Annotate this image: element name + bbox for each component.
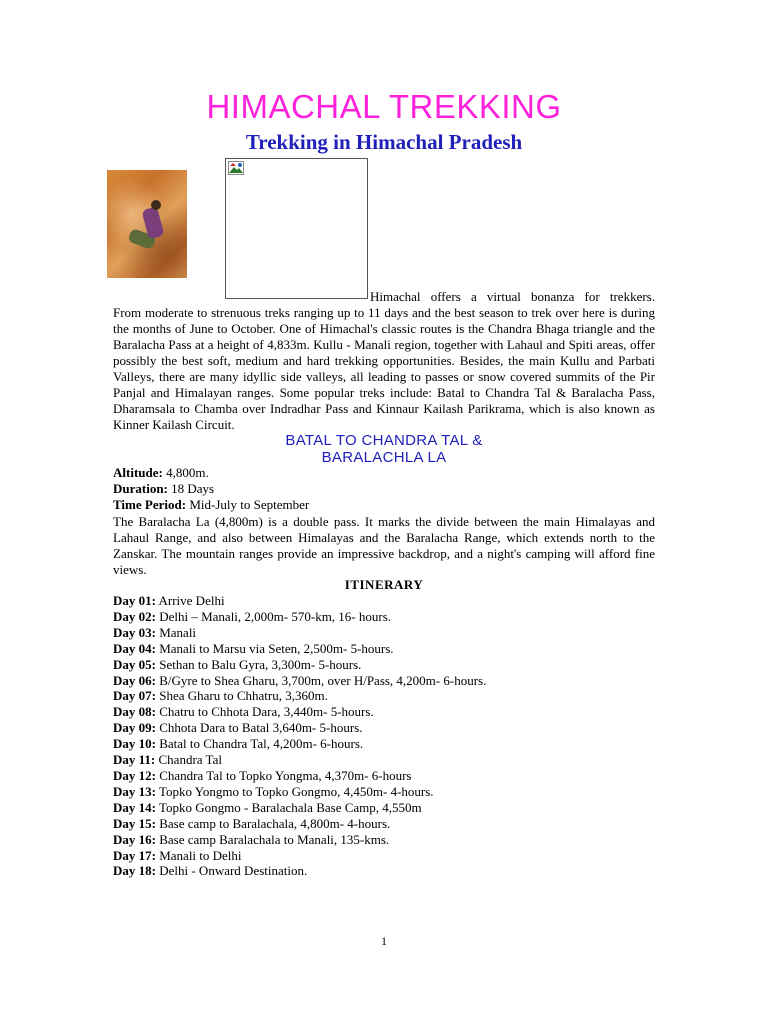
section-heading-line1: BATAL TO CHANDRA TAL & — [285, 432, 483, 449]
broken-image-placeholder — [225, 158, 368, 299]
broken-image-icon — [228, 161, 244, 175]
itinerary-item: Day 04: Manali to Marsu via Seten, 2,500m- 5-hours. — [113, 640, 394, 656]
itinerary-item: Day 09: Chhota Dara to Batal 3,640m- 5-hours. — [113, 720, 363, 736]
itinerary-item: Day 05: Sethan to Balu Gyra, 3,300m- 5-hours. — [113, 656, 362, 672]
itinerary-item: Day 02: Delhi – Manali, 2,000m- 570-km, 16- hours. — [113, 608, 392, 624]
trekker-photo — [107, 170, 187, 278]
itinerary-item: Day 17: Manali to Delhi — [113, 847, 242, 863]
itinerary-item: Day 10: Batal to Chandra Tal, 4,200m- 6-hours. — [113, 736, 364, 752]
itinerary-item: Day 12: Chandra Tal to Topko Yongma, 4,370m- 6-hours — [113, 767, 412, 783]
page-title: HIMACHAL TREKKING — [206, 88, 562, 125]
itinerary-item: Day 14: Topko Gongmo - Baralachala Base Camp, 4,550m — [113, 799, 422, 815]
trek-description: The Baralacha La (4,800m) is a double pass. It marks the divide between the main Himalayas and Lahaul Range, and also between Himalayas and the Baralacha Range, which extends north to the Zanskar. The mountain ranges provide an impressive backdrop, and a night's camping will afford fine views. — [113, 514, 655, 577]
fact-value: 18 Days — [167, 481, 215, 496]
itinerary-item: Day 06: B/Gyre to Shea Gharu, 3,700m, over H/Pass, 4,200m- 6-hours. — [113, 672, 487, 688]
itinerary-item: Day 16: Base camp Baralachala to Manali, 135-kms. — [113, 831, 390, 847]
itinerary-item: Day 18: Delhi - Onward Destination. — [113, 863, 308, 879]
section-heading-line2: BARALACHLA LA — [321, 449, 447, 466]
page-subtitle: Trekking in Himachal Pradesh — [245, 130, 523, 154]
intro-first-line: Himachal offers a virtual bonanza for trekkers. — [370, 289, 655, 304]
fact-row — [113, 497, 655, 513]
itinerary-heading: ITINERARY — [344, 577, 424, 592]
fact-label: Time Period: — [113, 497, 187, 512]
itinerary-item: Day 01: Arrive Delhi — [113, 593, 225, 608]
fact-row — [113, 481, 655, 497]
page-number: 1 — [381, 934, 387, 948]
fact-row — [113, 465, 655, 481]
intro-paragraph: From moderate to strenuous treks ranging up to 11 days and the best season to trek over here is during the months of June to October. One of Himachal's classic routes is the Chandra Bhaga triangle and the Baralacha Pass at a height of 4,833m. Kullu - Manali region, together with Lahaul and Spiti areas, offer possibly the best soft, medium and hard trekking opportunities. Besides, the main Kullu and Parbati Valleys, there are many idyllic side valleys, all leading to passes or snow covered summits of the Pir Panjal and Himalayan ranges. Some popular treks include: Batal to Chandra Tal & Baralacha Pass, Dharamsala to Chamba over Indradhar Pass and Kinnaur Kailash Parikrama, which is also known as Kinner Kailash Circuit. — [113, 305, 655, 432]
itinerary-item: Day 13: Topko Yongmo to Topko Gongmo, 4,450m- 4-hours. — [113, 783, 434, 799]
fact-label: Altitude: — [113, 465, 163, 480]
itinerary-item: Day 03: Manali — [113, 624, 197, 640]
fact-value: 4,800m. — [162, 465, 209, 480]
trek-facts — [113, 465, 655, 513]
itinerary-list — [113, 593, 655, 879]
itinerary-item: Day 11: Chandra Tal — [113, 752, 222, 768]
itinerary-item: Day 07: Shea Gharu to Chhatru, 3,360m. — [113, 688, 328, 704]
fact-label: Duration: — [113, 481, 168, 496]
itinerary-item: Day 08: Chatru to Chhota Dara, 3,440m- 5-hours. — [113, 704, 374, 720]
section-heading — [0, 432, 768, 466]
itinerary-item: Day 15: Base camp to Baralachala, 4,800m- 4-hours. — [113, 815, 391, 831]
fact-value: Mid-July to September — [186, 497, 310, 512]
